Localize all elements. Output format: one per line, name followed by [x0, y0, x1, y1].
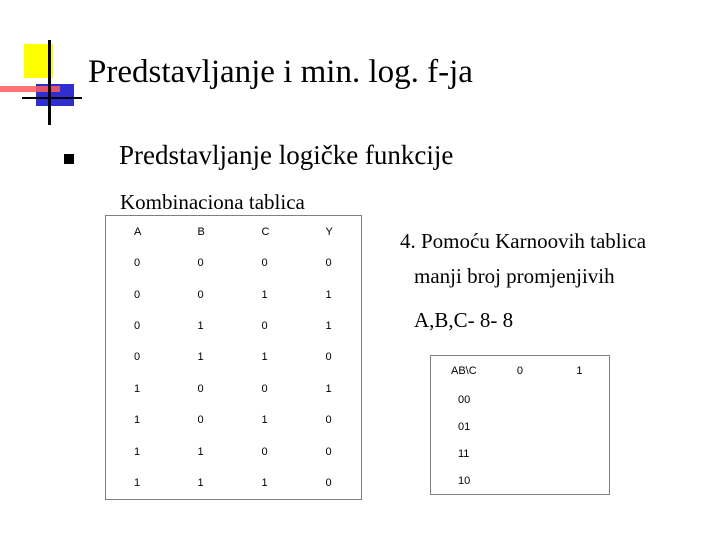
kmap-header-row: [431, 356, 610, 387]
kmap-cell: [550, 413, 610, 440]
table-cell: 0: [197, 288, 204, 301]
table-cell: 1: [197, 320, 204, 333]
table-cell: 0: [261, 445, 268, 458]
table-cell: 1: [261, 414, 268, 427]
kmap-row-label: 00: [458, 393, 471, 406]
kmap-row-label: 10: [458, 474, 471, 487]
header-cell: B: [197, 225, 205, 238]
table-cell: 0: [261, 320, 268, 333]
table-cell: 0: [134, 257, 141, 270]
table-row: [106, 279, 362, 310]
table-cell: 0: [261, 382, 268, 395]
table-cell: 1: [325, 320, 332, 333]
truth-table-header: [106, 216, 362, 248]
subheading: Kombinaciona tablica: [120, 190, 305, 214]
kmap-row: [431, 440, 610, 467]
table-cell: 0: [197, 257, 204, 270]
table-cell: 1: [261, 477, 268, 490]
table-row: [106, 468, 362, 500]
kmap-cell: [550, 386, 610, 413]
header-cell: A: [134, 225, 142, 238]
table-row: [106, 405, 362, 436]
kmap-col-header: 1: [576, 365, 583, 377]
bullet-text: Predstavljanje logičke funkcije: [119, 140, 454, 170]
table-cell: 0: [134, 288, 141, 301]
table-cell: 1: [261, 288, 268, 301]
table-row: [106, 310, 362, 341]
note-line-1: 4. Pomoću Karnoovih tablica: [400, 229, 647, 253]
kmap-cell: [490, 413, 550, 440]
table-cell: 1: [197, 351, 204, 364]
table-cell: 1: [197, 445, 204, 458]
header-cell: Y: [325, 225, 333, 238]
table-row: [106, 247, 362, 278]
table-cell: 0: [325, 477, 332, 490]
table-cell: 1: [261, 351, 268, 364]
table-cell: 1: [197, 477, 204, 490]
kmap-row-label: 11: [458, 447, 470, 460]
note-line-3: A,B,C- 8- 8: [414, 308, 514, 332]
table-cell: 0: [325, 414, 332, 427]
kmap-row-label: 01: [458, 420, 471, 433]
table-cell: 1: [134, 477, 141, 490]
note-line-2: manji broj promjenjivih: [414, 264, 615, 288]
table-cell: 1: [134, 445, 141, 458]
table-cell: 1: [134, 382, 141, 395]
table-cell: 1: [134, 414, 141, 427]
kmap-row: [431, 386, 610, 413]
logo-horizontal-line: [22, 97, 82, 99]
table-row: [106, 436, 362, 467]
table-cell: 0: [197, 382, 204, 395]
table-cell: 0: [325, 257, 332, 270]
header-cell: C: [261, 225, 270, 238]
kmap-row: [431, 413, 610, 440]
table-cell: 1: [325, 288, 332, 301]
bullet-square-icon: [64, 154, 74, 164]
kmap-corner-label: AB\C: [451, 365, 477, 377]
logo-vertical-line: [48, 40, 51, 125]
table-cell: 0: [134, 320, 141, 333]
slide-title: Predstavljanje i min. log. f-ja: [88, 54, 473, 90]
table-cell: 1: [325, 382, 332, 395]
table-row: [106, 342, 362, 373]
table-cell: 0: [134, 351, 141, 364]
table-cell: 0: [325, 351, 332, 364]
table-cell: 0: [325, 445, 332, 458]
kmap-col-header: 0: [516, 365, 524, 377]
truth-table: [105, 215, 362, 500]
kmap-cell: [550, 467, 610, 495]
kmap-cell: [550, 440, 610, 467]
table-cell: 0: [197, 414, 204, 427]
table-cell: 0: [261, 257, 268, 270]
kmap-cell: [490, 440, 550, 467]
kmap-cell: [490, 467, 550, 495]
table-row: [106, 373, 362, 404]
karnaugh-map: [430, 355, 610, 495]
kmap-cell: [490, 386, 550, 413]
kmap-row: [431, 467, 610, 495]
decorative-logo: [0, 0, 100, 140]
